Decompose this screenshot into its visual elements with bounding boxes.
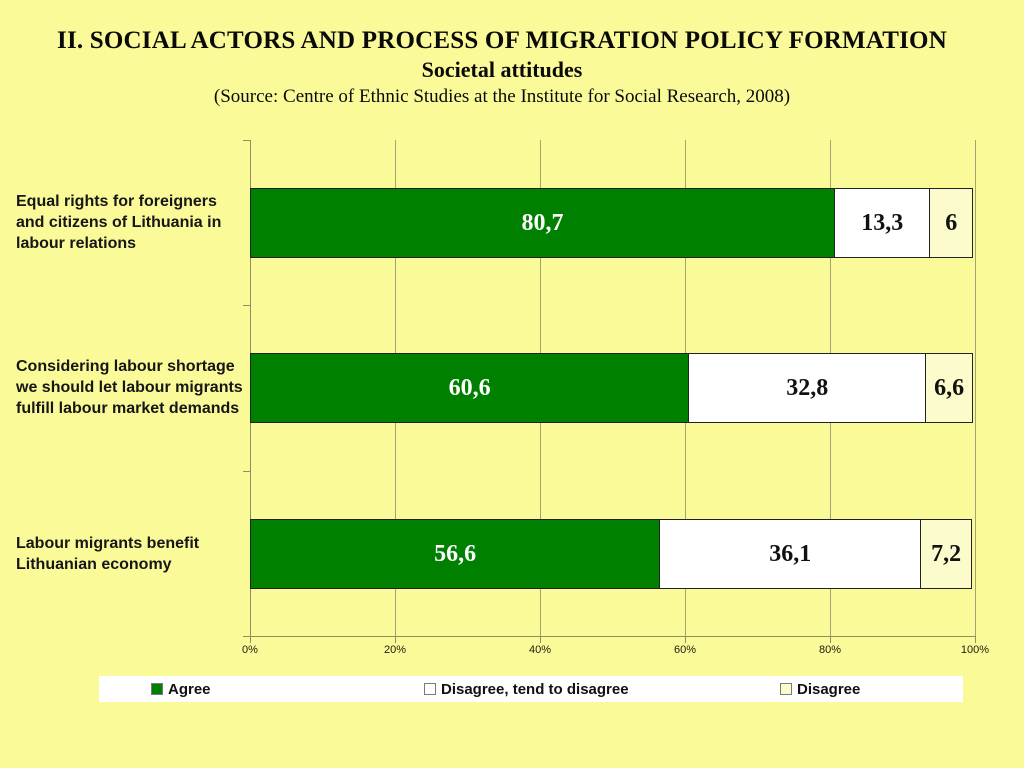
bar-value-label: 36,1 bbox=[769, 540, 812, 567]
category-band bbox=[250, 140, 975, 305]
legend-label: Disagree, tend to disagree bbox=[441, 680, 629, 698]
bar-segment-agree bbox=[250, 188, 835, 258]
y-axis-tick bbox=[243, 636, 250, 637]
bar-value-label: 32,8 bbox=[786, 374, 829, 401]
bar-value-label: 56,6 bbox=[434, 540, 477, 567]
x-axis-tick bbox=[685, 637, 686, 643]
legend-item bbox=[424, 676, 629, 702]
bar-value-label: 60,6 bbox=[448, 374, 491, 401]
stacked-bar bbox=[250, 353, 975, 423]
y-axis-tick bbox=[243, 305, 250, 306]
legend-swatch-icon bbox=[151, 683, 163, 695]
bar-segment-disagree bbox=[920, 519, 972, 589]
bar-value-label: 80,7 bbox=[521, 209, 564, 236]
category-band bbox=[250, 305, 975, 470]
y-axis-tick bbox=[243, 471, 250, 472]
bar-value-label: 6 bbox=[945, 209, 958, 236]
x-axis-label: 80% bbox=[818, 644, 842, 656]
category-label: Considering labour shortage we should let labour migrants fulfill labour market demands bbox=[16, 358, 243, 417]
category-label: Labour migrants benefit Lithuanian economy bbox=[16, 534, 200, 573]
bar-segment-agree bbox=[250, 519, 660, 589]
x-axis-tick-labels bbox=[242, 644, 990, 660]
x-axis-tick bbox=[830, 637, 831, 643]
chart-legend bbox=[99, 676, 963, 702]
y-axis-tick bbox=[243, 140, 250, 141]
category-band bbox=[250, 471, 975, 636]
gridline-100% bbox=[975, 140, 976, 636]
legend-label: Agree bbox=[168, 680, 211, 698]
legend-item bbox=[780, 676, 860, 702]
x-axis-label: 100% bbox=[960, 644, 990, 656]
legend-item bbox=[151, 676, 211, 702]
plot-area bbox=[250, 140, 975, 636]
bar-segment-disagree-tend-to-disagree bbox=[834, 188, 930, 258]
bar-segment-disagree-tend-to-disagree bbox=[688, 353, 926, 423]
x-axis-tick bbox=[395, 637, 396, 643]
legend-swatch-icon bbox=[424, 683, 436, 695]
category-label: Equal rights for foreigners and citizens of Lithuania in labour relations bbox=[16, 193, 222, 252]
bar-value-label: 13,3 bbox=[861, 209, 904, 236]
bar-segment-agree bbox=[250, 353, 689, 423]
stacked-bar bbox=[250, 519, 975, 589]
x-axis-tick bbox=[540, 637, 541, 643]
x-axis-tick bbox=[975, 637, 976, 643]
legend-swatch-icon bbox=[780, 683, 792, 695]
slide-subtitle: Societal attitudes bbox=[421, 57, 583, 82]
slide-title: II. SOCIAL ACTORS AND PROCESS OF MIGRATION POLICY FORMATION bbox=[57, 27, 947, 54]
x-axis-label: 60% bbox=[673, 644, 697, 656]
slide-header bbox=[18, 26, 986, 110]
x-axis-label: 20% bbox=[383, 644, 407, 656]
bar-value-label: 6,6 bbox=[934, 374, 965, 401]
x-axis-line bbox=[249, 636, 976, 637]
x-axis-label: 0% bbox=[242, 644, 258, 656]
source-note: (Source: Centre of Ethnic Studies at the Institute for Social Research, 2008) bbox=[213, 86, 791, 107]
bar-segment-disagree-tend-to-disagree bbox=[659, 519, 921, 589]
x-axis-tick bbox=[250, 637, 251, 643]
bar-value-label: 7,2 bbox=[931, 540, 962, 567]
stacked-bar bbox=[250, 188, 975, 258]
x-axis-label: 40% bbox=[528, 644, 552, 656]
bar-segment-disagree bbox=[929, 188, 973, 258]
legend-label: Disagree bbox=[797, 680, 861, 698]
bar-segment-disagree bbox=[925, 353, 973, 423]
category-axis-labels bbox=[8, 140, 246, 636]
